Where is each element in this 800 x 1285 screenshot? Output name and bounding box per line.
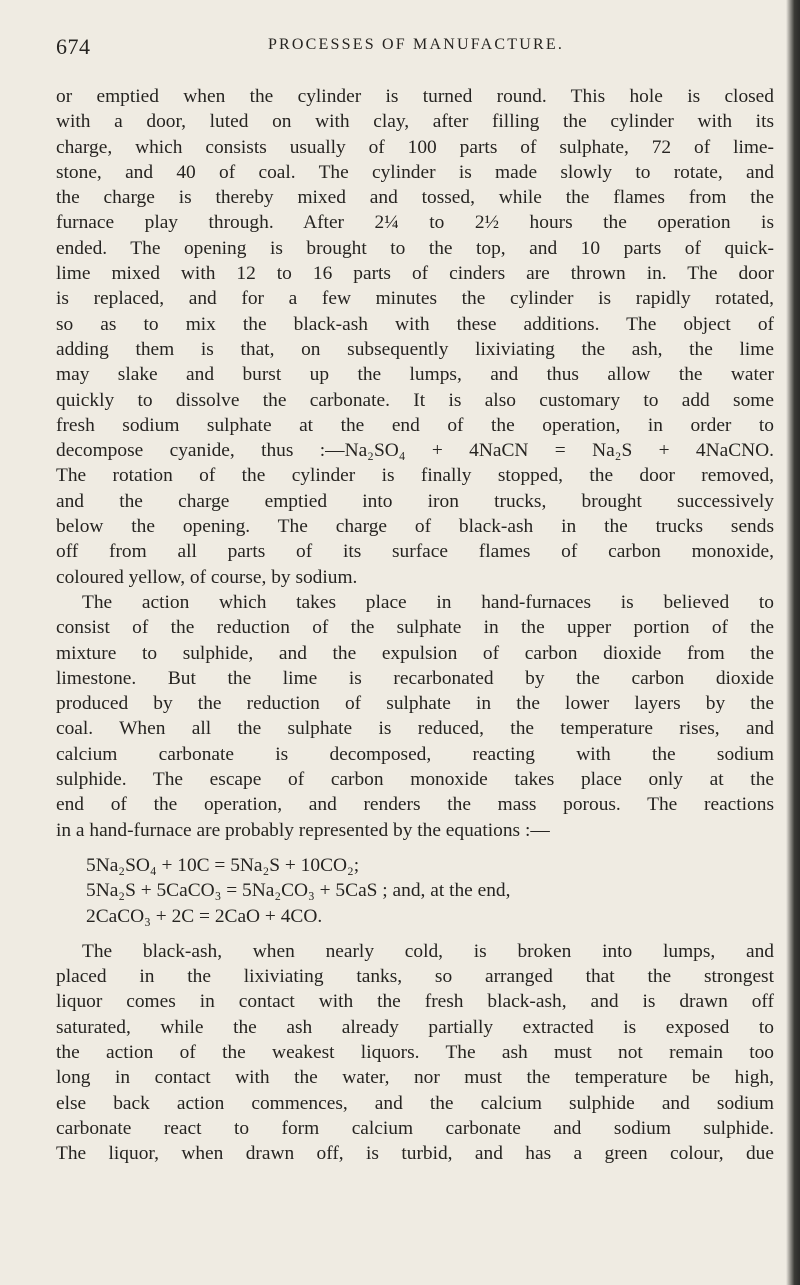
- spacer: [56, 929, 774, 939]
- text-line: or emptied when the cylinder is turned round. This hole is closed: [56, 86, 774, 107]
- text-line: long in contact with the water, nor must the temperature be high,: [56, 1067, 774, 1089]
- text-line: the charge is thereby mixed and tossed, while the flames from the: [56, 187, 774, 209]
- text-line: limestone. But the lime is recarbonated by the carbon dioxide: [56, 667, 774, 689]
- page-edge-shadow: [786, 0, 800, 1285]
- text-line: and the charge emptied into iron trucks, brought successively: [56, 490, 774, 512]
- paragraph-lixiviation: [56, 939, 774, 1167]
- text-line: coloured yellow, of course, by sodium.: [56, 566, 358, 588]
- text-line: so as to mix the black-ash with these additions. The object of: [56, 313, 774, 335]
- paragraph-cylinder-operation: [56, 84, 774, 590]
- text-line: else back action commences, and the calcium sulphide and sodium: [56, 1092, 774, 1114]
- text-line: The black-ash, when nearly cold, is broken into lumps, and: [82, 940, 774, 962]
- text-line: placed in the lixiviating tanks, so arranged that the strongest: [56, 966, 774, 988]
- running-title: PROCESSES OF MANUFACTURE.: [267, 36, 565, 53]
- equation-line: 5Na₂S + 5CaCO₃ = 5Na₂CO₃ + 5CaS ; and, at the end,: [86, 880, 511, 902]
- text-line: off from all parts of its surface flames of carbon monoxide,: [56, 541, 774, 563]
- text-line: calcium carbonate is decomposed, reacting with the sodium: [56, 743, 774, 765]
- text-line: below the opening. The charge of black-ash in the trucks sends: [56, 516, 774, 538]
- text-line: the action of the weakest liquors. The ash must not remain too: [56, 1041, 774, 1063]
- paragraph-hand-furnace-action: [56, 590, 774, 843]
- text-line: The liquor, when drawn off, is turbid, and has a green colour, due: [56, 1143, 774, 1165]
- text-line: liquor comes in contact with the fresh black-ash, and is drawn off: [56, 991, 774, 1013]
- equation-line: 5Na₂SO₄ + 10C = 5Na₂S + 10CO₂;: [86, 854, 360, 876]
- text-line: end of the operation, and renders the mass porous. The reactions: [56, 794, 774, 816]
- text-line: furnace play through. After 2¼ to 2½ hours the operation is: [56, 212, 774, 234]
- body-text: [56, 84, 774, 1166]
- text-line: stone, and 40 of coal. The cylinder is made slowly to rotate, and: [56, 161, 774, 183]
- equation-line: 2CaCO₃ + 2C = 2CaO + 4CO.: [86, 905, 323, 927]
- text-line: quickly to dissolve the carbonate. It is also customary to add some: [56, 389, 774, 411]
- text-line: The action which takes place in hand-furnaces is believed to: [82, 591, 774, 613]
- text-line: mixture to sulphide, and the expulsion of carbon dioxide from the: [56, 642, 774, 664]
- text-line: sulphide. The escape of carbon monoxide takes place only at the: [56, 769, 774, 791]
- text-line: in a hand-furnace are probably represented by the equations :—: [56, 819, 550, 841]
- text-line: carbonate react to form calcium carbonate and sodium sulphide.: [56, 1117, 774, 1139]
- text-line: may slake and burst up the lumps, and thus allow the water: [56, 364, 774, 386]
- text-line: charge, which consists usually of 100 parts of sulphate, 72 of lime-: [56, 136, 774, 158]
- text-line: fresh sodium sulphate at the end of the operation, in order to: [56, 414, 774, 436]
- text-line: produced by the reduction of sulphate in the lower layers by the: [56, 693, 774, 715]
- page-number: 674: [56, 34, 91, 59]
- equation-block: [56, 853, 774, 929]
- text-line: saturated, while the ash already partially extracted is exposed to: [56, 1016, 774, 1038]
- text-line: is replaced, and for a few minutes the cylinder is rapidly rotated,: [56, 288, 774, 310]
- text-line: lime mixed with 12 to 16 parts of cinders are thrown in. The door: [56, 263, 774, 285]
- text-line: consist of the reduction of the sulphate in the upper portion of the: [56, 617, 774, 639]
- text-line: decompose cyanide, thus :—Na₂SO₄ + 4NaCN = Na₂S + 4NaCNO.: [56, 440, 774, 462]
- text-line: with a door, luted on with clay, after filling the cylinder with its: [56, 111, 774, 133]
- text-line: The rotation of the cylinder is finally stopped, the door removed,: [56, 465, 774, 487]
- running-head: [56, 28, 776, 62]
- text-line: adding them is that, on subsequently lixiviating the ash, the lime: [56, 338, 774, 360]
- text-line: ended. The opening is brought to the top, and 10 parts of quick-: [56, 237, 774, 259]
- text-line: coal. When all the sulphate is reduced, the temperature rises, and: [56, 718, 774, 740]
- spacer: [56, 843, 774, 853]
